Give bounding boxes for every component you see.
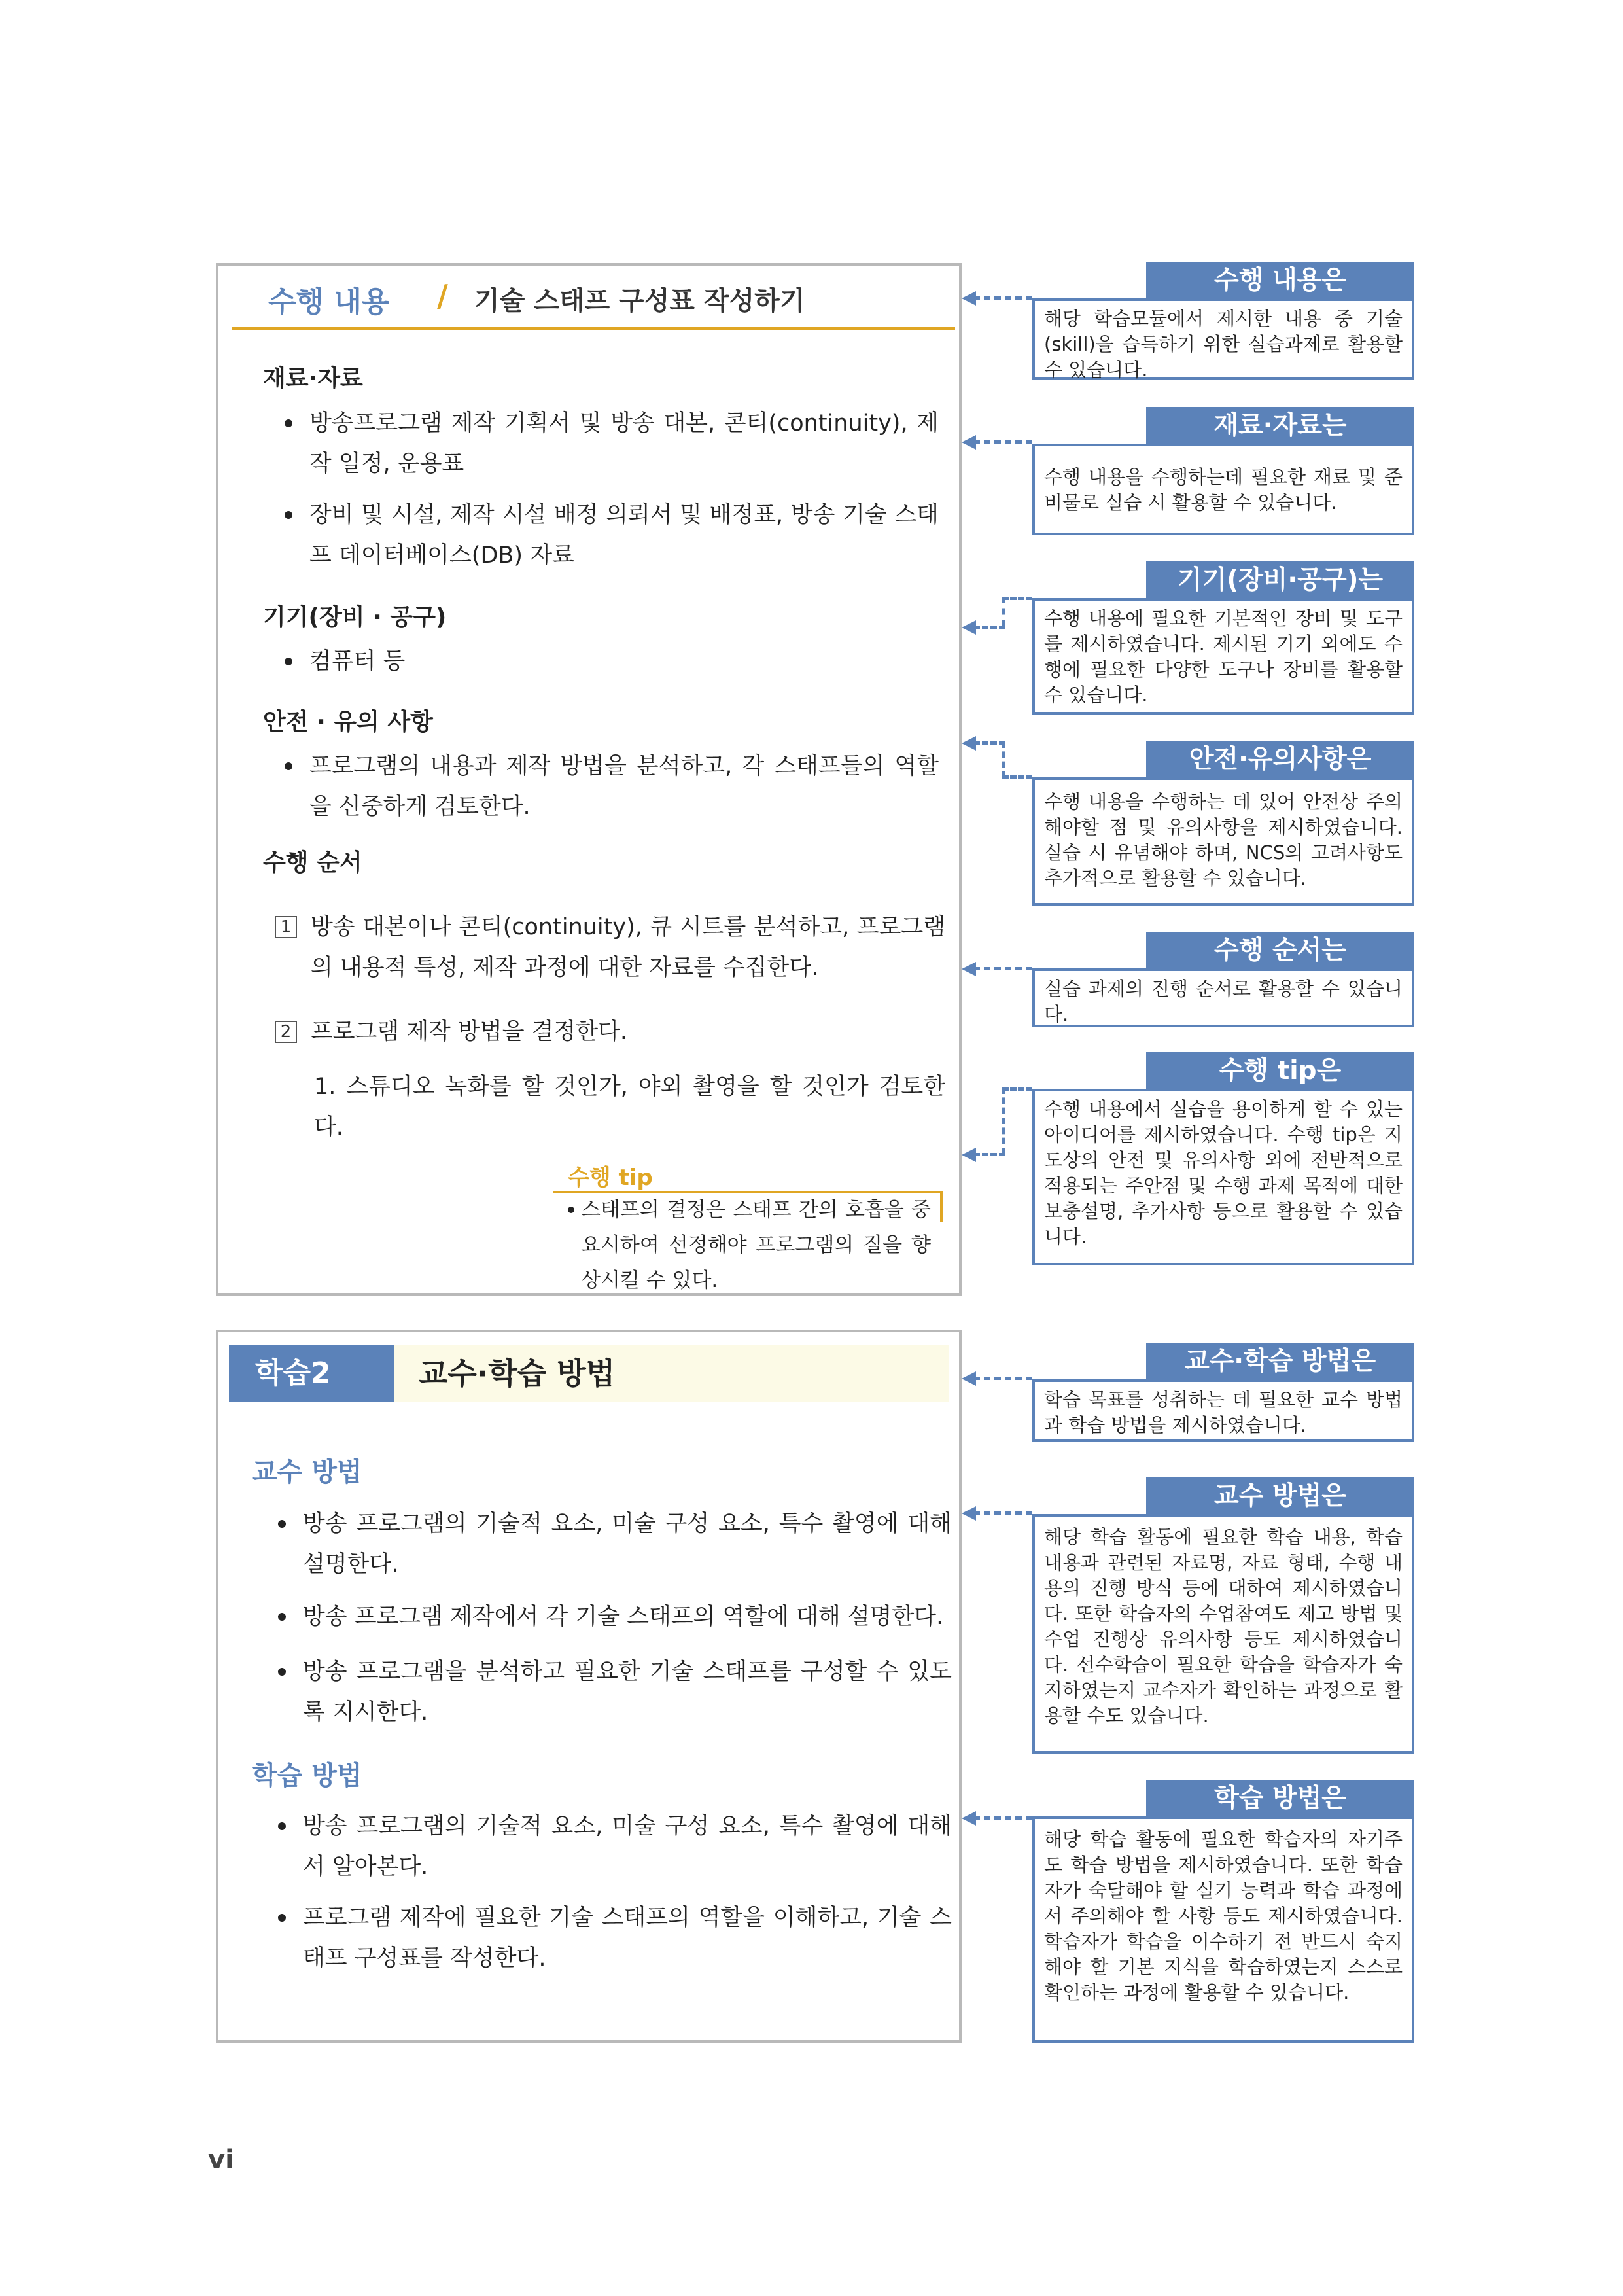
- arrow-left-icon: [962, 736, 976, 751]
- annotation-label: 기기(장비·공구)는: [1146, 561, 1414, 599]
- arrow-left-icon: [962, 435, 976, 450]
- step-text: 프로그램 제작 방법을 결정한다.: [311, 1019, 628, 1045]
- dashed-connector: [973, 1377, 1032, 1380]
- list-item: 방송프로그램 제작 기획서 및 방송 대본, 콘티(continuity), 제작 일정, 운용표: [285, 403, 939, 484]
- list-item: 컴퓨터 등: [285, 641, 939, 682]
- teaching-method-heading: 교수 방법: [252, 1457, 362, 1487]
- step-number-box: 2: [275, 1021, 297, 1043]
- dashed-connector: [973, 1816, 1032, 1820]
- annotation-label: 재료·자료는: [1146, 407, 1414, 445]
- tip-label: 수행 tip: [568, 1165, 653, 1191]
- annotation-box: 학습 목표를 성취하는 데 필요한 교수 방법과 학습 방법을 제시하였습니다.: [1032, 1379, 1414, 1442]
- equipment-heading: 기기(장비 · 공구): [263, 604, 447, 631]
- bullet-dot: [278, 1520, 286, 1528]
- bullet-dot: [278, 1668, 286, 1676]
- dashed-connector: [1002, 741, 1005, 778]
- dashed-connector: [973, 440, 1032, 444]
- dashed-connector: [1002, 597, 1032, 600]
- section-title: 수행 내용: [268, 285, 390, 319]
- list-item: 방송 프로그램을 분석하고 필요한 기술 스태프를 구성할 수 있도록 지시한다.: [278, 1651, 952, 1733]
- bullet-dot: [568, 1207, 574, 1213]
- title-underline: [232, 327, 955, 330]
- list-item: 프로그램 제작에 필요한 기술 스태프의 역할을 이해하고, 기술 스태프 구성표를 작성한다.: [278, 1898, 952, 1979]
- bullet-dot: [285, 511, 292, 519]
- substep-text: 1. 스튜디오 녹화를 할 것인가, 야외 촬영을 할 것인가 검토한다.: [314, 1074, 945, 1140]
- arrow-left-icon: [962, 291, 976, 306]
- dashed-connector: [973, 1511, 1032, 1515]
- dashed-connector: [973, 741, 1005, 745]
- bullet-dot: [285, 419, 292, 427]
- lesson-title: 교수·학습 방법: [419, 1356, 616, 1391]
- list-item: 방송 프로그램 제작에서 각 기술 스태프의 역할에 대해 설명한다.: [278, 1597, 952, 1637]
- annotation-box: 실습 과제의 진행 순서로 활용할 수 있습니다.: [1032, 968, 1414, 1027]
- dashed-connector: [1002, 775, 1032, 779]
- dashed-connector: [1002, 1087, 1032, 1091]
- annotation-label: 수행 내용은: [1146, 262, 1414, 300]
- learning-method-heading: 학습 방법: [252, 1761, 362, 1791]
- annotation-label: 학습 방법은: [1146, 1780, 1414, 1818]
- dashed-connector: [973, 967, 1032, 970]
- step-number-box: 1: [275, 916, 297, 938]
- bullet-dot: [278, 1613, 286, 1621]
- annotation-box: 해당 학습 활동에 필요한 학습 내용, 학습 내용과 관련된 자료명, 자료 형태, 수행 내용의 진행 방식 등에 대하여 제시하였습니다. 또한 학습자의 수업참여도 제고 방법 및 수업 진행상 유의사항 등도 제시하였습니다. 선수학습이 필요한 학습을 학습자가 숙지하였는지 교수자가 확인하는 과정으로 활용할 수도 있습니다.: [1032, 1514, 1414, 1754]
- page-number: vi: [208, 2145, 234, 2175]
- dashed-connector: [1002, 1087, 1005, 1154]
- annotation-box: 해당 학습모듈에서 제시한 내용 중 기술(skill)을 습득하기 위한 실습과제로 활용할 수 있습니다.: [1032, 298, 1414, 380]
- list-item: 장비 및 시설, 제작 시설 배정 의뢰서 및 배정표, 방송 기술 스태프 데이터베이스(DB) 자료: [285, 495, 939, 576]
- list-item: 방송 프로그램의 기술적 요소, 미술 구성 요소, 특수 촬영에 대해서 알아본다.: [278, 1806, 952, 1887]
- annotation-box: 수행 내용을 수행하는데 필요한 재료 및 준비물로 실습 시 활용할 수 있습니다.: [1032, 444, 1414, 535]
- bullet-dot: [278, 1822, 286, 1830]
- annotation-label: 교수 방법은: [1146, 1477, 1414, 1515]
- bullet-dot: [278, 1914, 286, 1922]
- bullet-dot: [285, 762, 292, 770]
- annotation-label: 교수·학습 방법은: [1146, 1343, 1414, 1381]
- annotation-box: 수행 내용에 필요한 기본적인 장비 및 도구를 제시하였습니다. 제시된 기기 외에도 수행에 필요한 다양한 도구나 장비를 활용할 수 있습니다.: [1032, 598, 1414, 715]
- dashed-connector: [973, 1153, 1005, 1156]
- dashed-connector: [973, 296, 1032, 300]
- arrow-left-icon: [962, 962, 976, 976]
- bullet-dot: [285, 658, 292, 665]
- step-text: 방송 대본이나 콘티(continuity), 큐 시트를 분석하고, 프로그램의 내용적 특성, 제작 과정에 대한 자료를 수집한다.: [311, 914, 945, 981]
- tip-item: 스태프의 결정은 스태프 간의 호흡을 중요시하여 선정해야 프로그램의 질을 향상시킬 수 있다.: [568, 1192, 931, 1297]
- lesson-tag: 학습2: [229, 1345, 394, 1402]
- dashed-connector: [973, 626, 1005, 629]
- dashed-connector: [1002, 597, 1005, 626]
- safety-heading: 안전 · 유의 사항: [263, 709, 433, 735]
- annotation-box: 수행 내용에서 실습을 용이하게 할 수 있는 아이디어를 제시하였습니다. 수행 tip은 지도상의 안전 및 유의사항 외에 전반적으로 적용되는 주안점 및 수행 과제 목적에 대한 보충설명, 추가사항 등으로 활용할 수 있습니다.: [1032, 1089, 1414, 1265]
- annotation-label: 수행 tip은: [1146, 1052, 1414, 1090]
- annotation-label: 수행 순서는: [1146, 932, 1414, 970]
- list-item: 프로그램의 내용과 제작 방법을 분석하고, 각 스태프들의 역할을 신중하게 검토한다.: [285, 746, 939, 827]
- arrow-left-icon: [962, 1506, 976, 1521]
- title-separator: /: [437, 278, 448, 313]
- arrow-left-icon: [962, 1371, 976, 1386]
- list-item: 방송 프로그램의 기술적 요소, 미술 구성 요소, 특수 촬영에 대해 설명한다.: [278, 1504, 952, 1585]
- task-title: 기술 스태프 구성표 작성하기: [474, 286, 805, 316]
- annotation-box: 해당 학습 활동에 필요한 학습자의 자기주도 학습 방법을 제시하였습니다. 또한 학습자가 숙달해야 할 실기 능력과 학습 과정에서 주의해야 할 사항 등도 제시하였습니다. 학습자가 학습을 이수하기 전 반드시 숙지해야 할 기본 지식을 학습하였는지 스스로 확인하는 과정에 활용할 수 있습니다.: [1032, 1816, 1414, 2043]
- arrow-left-icon: [962, 1811, 976, 1826]
- annotation-label: 안전·유의사항은: [1146, 741, 1414, 779]
- materials-heading: 재료·자료: [263, 365, 363, 392]
- order-heading: 수행 순서: [263, 849, 362, 876]
- arrow-left-icon: [962, 620, 976, 635]
- arrow-left-icon: [962, 1148, 976, 1162]
- annotation-box: 수행 내용을 수행하는 데 있어 안전상 주의해야할 점 및 유의사항을 제시하였습니다. 실습 시 유념해야 하며, NCS의 고려사항도 추가적으로 활용할 수 있습니다.: [1032, 777, 1414, 906]
